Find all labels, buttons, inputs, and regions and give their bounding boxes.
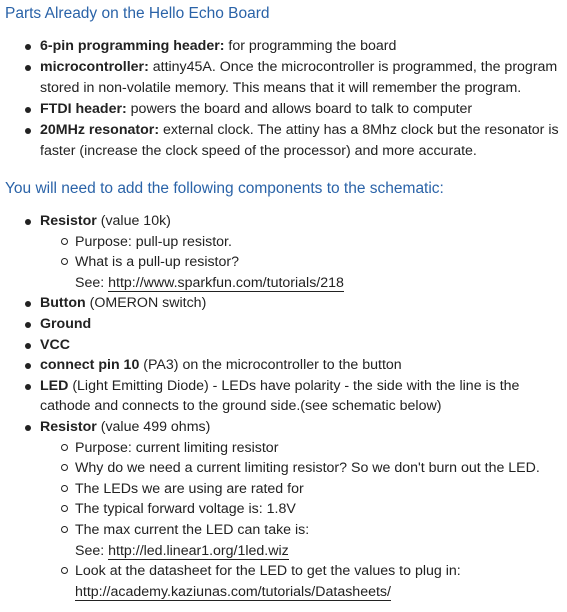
- see-prefix: See:: [75, 274, 109, 291]
- sub-item-text: What is a pull-up resistor?: [75, 254, 240, 271]
- item-term: VCC: [40, 336, 70, 353]
- item-text: (OMERON switch): [85, 295, 207, 312]
- item-text: (PA3) on the microcontroller to the button: [139, 357, 402, 374]
- sparkfun-link[interactable]: http://www.sparkfun.com/tutorials/218: [108, 274, 344, 291]
- see-line: [75, 541, 559, 562]
- section-heading-parts: Parts Already on the Hello Echo Board: [5, 5, 270, 22]
- see-line: [75, 273, 559, 294]
- list-item: [0, 99, 567, 120]
- item-text: powers the board and allows board to talk to computer: [126, 101, 473, 117]
- item-term: connect pin 10: [40, 357, 140, 374]
- see-line: [75, 582, 559, 603]
- section-heading-components: You will need to add the following components to the schematic:: [5, 180, 444, 197]
- list-item-button: [0, 293, 567, 314]
- item-term: Resistor: [40, 418, 97, 435]
- sub-item: Purpose: pull-up resistor.: [40, 232, 559, 253]
- list-item: [0, 57, 567, 99]
- item-term: 6-pin programming header:: [40, 38, 225, 54]
- item-text: (value 10k): [96, 213, 171, 229]
- sub-item-text: Look at the datasheet for the LED to get the values to plug in:: [75, 563, 461, 580]
- sub-item: Purpose: current limiting resistor: [40, 438, 559, 459]
- item-term: microcontroller:: [40, 59, 149, 75]
- item-term: Button: [40, 295, 86, 312]
- list-item-led: [0, 376, 567, 417]
- sub-item-text: The max current the LED can take is:: [75, 521, 310, 538]
- sub-item: [40, 520, 559, 561]
- list-item-ground: [0, 314, 567, 335]
- sub-item: Why do we need a current limiting resistor? So we don't burn out the LED.: [40, 458, 559, 479]
- item-term: Resistor: [40, 213, 97, 229]
- item-term: Ground: [40, 315, 92, 332]
- item-term: 20MHz resonator:: [40, 122, 160, 138]
- list-item-connect: [0, 355, 567, 376]
- item-text: (value 499 ohms): [96, 418, 211, 435]
- item-text: attiny45A. Once the microcontroller is programmed, the program stored in non-volatile memory. This means that it will remember the program.: [40, 59, 558, 96]
- parts-list: [0, 36, 567, 162]
- list-item: [0, 36, 567, 57]
- sub-item: The LEDs we are using are rated for: [40, 479, 559, 500]
- components-list: [0, 211, 567, 602]
- item-term: FTDI header:: [40, 101, 127, 117]
- list-item-vcc: [0, 335, 567, 356]
- sub-list: [40, 438, 559, 603]
- list-item-resistor-10k: [0, 211, 567, 293]
- led-calculator-link[interactable]: http://led.linear1.org/1led.wiz: [108, 542, 289, 559]
- item-text: (Light Emitting Diode) - LEDs have polarity - the side with the line is the cathode and connects to the ground side.(see schematic below): [40, 377, 520, 415]
- sub-item: The typical forward voltage is: 1.8V: [40, 499, 559, 520]
- see-prefix: See:: [75, 542, 109, 559]
- list-item: [0, 120, 567, 162]
- sub-item: [40, 252, 559, 293]
- item-text: for programming the board: [224, 38, 397, 54]
- sub-list: [40, 232, 559, 294]
- datasheets-link[interactable]: http://academy.kaziunas.com/tutorials/Datasheets/: [75, 583, 391, 600]
- item-term: LED: [40, 377, 69, 394]
- item-text: external clock. The attiny has a 8Mhz clock but the resonator is faster (increase the clock speed of the processor) and more accurate.: [40, 122, 559, 159]
- sub-item: [40, 561, 559, 602]
- list-item-resistor-499: [0, 417, 567, 602]
